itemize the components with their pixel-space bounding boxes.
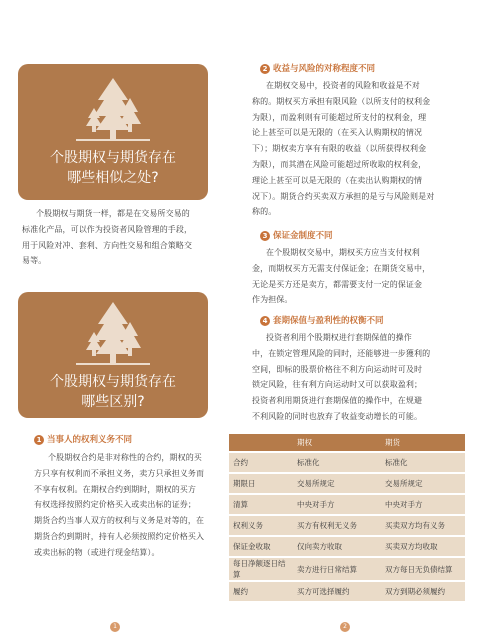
text-line: 个股期权与期货一样，都是在交易所交易的 [36, 209, 190, 218]
section-heading [260, 230, 333, 242]
text-line: 在期权交易中，投资者的风险和收益是不对 [266, 81, 420, 90]
text-line: 投资者利用期货进行套期保值的操作中，在规避 [252, 396, 423, 406]
table-cell: 履约 [229, 582, 293, 601]
table-row [229, 516, 465, 535]
table-cell: 双方到期必须履约 [381, 582, 465, 601]
table-row [229, 495, 465, 514]
section-heading [260, 63, 375, 75]
table-row [229, 537, 465, 556]
text-line: 用于风险对冲、套利、方向性交易和组合策略交 [22, 240, 193, 250]
text-line: 标准化产品，可以作为投资者风险管理的手段， [22, 224, 193, 234]
text-line: 不享有权利。在期权合约到期时，期权的买方 [34, 484, 196, 494]
section-paragraph [252, 78, 452, 220]
table-cell: 清算 [229, 495, 293, 514]
table-row [229, 582, 465, 601]
text-line: 或卖出标的物（或进行现金结算）。 [34, 547, 160, 557]
table-cell: 买方有权利无义务 [293, 516, 381, 535]
section-paragraph [252, 245, 452, 308]
section-heading-text: 当事人的权利义务不同 [47, 435, 133, 445]
comparison-table [229, 432, 465, 603]
section-number-badge: 3 [260, 231, 270, 241]
text-line: 中，在锁定管理风险的同时，还能够进一步獲利的 [252, 348, 431, 358]
table-cell: 合约 [229, 453, 293, 472]
text-line: 下）；期权卖方享有有限的收益（以所获得权利金 [252, 144, 427, 154]
card-title-line: 哪些相似之处? [67, 170, 159, 186]
difference-card [18, 292, 208, 418]
section-heading [260, 315, 384, 327]
table-cell: 期限日 [229, 474, 293, 493]
section-number-badge: 2 [260, 64, 270, 74]
table-cell: 买卖双方均有义务 [381, 516, 465, 535]
table-cell: 中央对手方 [293, 495, 381, 514]
text-line: 有权选择按照约定价格买入或卖出标的证券； [34, 500, 196, 510]
page-number: 2 [340, 622, 350, 632]
page-number: 1 [110, 622, 120, 632]
text-line: 投资者利用个股期权进行套期保值的操作 [266, 333, 412, 342]
table-cell: 双方每日无负债结算 [381, 558, 465, 580]
card-title-line: 个股期权与期货存在 [50, 374, 176, 390]
text-line: 方只享有权利而不承担义务，卖方只承担义务而 [34, 468, 205, 478]
section-paragraph [252, 330, 452, 425]
text-line: 个股期权合约是非对称性的合约，期权的买 [48, 453, 202, 462]
text-line: 称的。 [252, 207, 277, 217]
table-cell: 标准化 [293, 453, 381, 472]
table-header-cell: 期权 [293, 434, 381, 451]
card-title-line: 哪些区别? [81, 394, 145, 410]
table-cell: 中央对手方 [381, 495, 465, 514]
tree-icon [18, 64, 208, 150]
text-line: 锁定风险，往有利方向运动时又可以获取盈利； [252, 380, 423, 390]
table-cell: 买方可选择履约 [293, 582, 381, 601]
card-title-line: 个股期权与期货存在 [50, 150, 176, 166]
text-line: 作为担保。 [252, 295, 293, 305]
text-line: 空间，即标的股票价格往不利方向运动时可及时 [252, 364, 423, 374]
tree-icon [18, 292, 208, 378]
text-line: 易等。 [22, 256, 47, 266]
text-line: 为限），而盈利则有可能超过所支付的权利金，理 [252, 112, 427, 122]
table-header-row [229, 434, 465, 451]
text-line: 期货合约当事人双方的权利与义务是对等的，在 [34, 516, 205, 526]
table-header-cell: 期货 [381, 434, 465, 451]
text-line: 金，而期权买方无需支付保证金；在期货交易中， [252, 263, 431, 273]
table-header-cell [229, 434, 293, 451]
section-heading-text: 套期保值与盈利性的权衡不同 [273, 316, 384, 326]
similarity-card [18, 64, 208, 200]
table-row [229, 558, 465, 580]
table-cell: 交易所规定 [293, 474, 381, 493]
text-line: 在个股期权交易中，期权买方应当支付权利 [266, 248, 420, 257]
section-heading-text: 保证金制度不同 [273, 231, 333, 241]
table-cell: 标准化 [381, 453, 465, 472]
section-paragraph [34, 450, 214, 561]
table-row [229, 474, 465, 493]
section-number-badge: 1 [34, 435, 44, 445]
table-cell: 买卖双方均收取 [381, 537, 465, 556]
section-heading-text: 收益与风险的对称程度不同 [273, 64, 376, 74]
table-cell: 卖方进行日常结算 [293, 558, 381, 580]
table-cell: 每日净额逐日结算 [229, 558, 293, 580]
section-number-badge: 4 [260, 316, 270, 326]
text-line: 称的。期权买方承担有限风险（以所支付的权利金 [252, 96, 431, 106]
section-heading [34, 434, 132, 446]
table-row [229, 453, 465, 472]
text-line: 期货合约到期时，持有人必须按照约定价格买入 [34, 531, 205, 541]
text-line: 不利风险的同时也放弃了收益变动增长的可能。 [252, 411, 423, 421]
table-cell: 保证金收取 [229, 537, 293, 556]
intro-paragraph [22, 206, 218, 269]
text-line: 理论上甚至可以是无限的（在卖出认购期权的情 [252, 175, 423, 185]
text-line: 论上甚至可以是无限的（在买入认购期权的情况 [252, 128, 423, 138]
table-cell: 仅向卖方收取 [293, 537, 381, 556]
text-line: 为限），而其潜在风险可能超过所收取的权利金， [252, 159, 427, 169]
text-line: 无论是买方还是卖方，都需要支付一定的保证金 [252, 279, 423, 289]
table-cell: 交易所规定 [381, 474, 465, 493]
text-line: 况下）。期货合约买卖双方承担的是亏与风险则是对 [252, 191, 435, 201]
table-cell: 权利义务 [229, 516, 293, 535]
